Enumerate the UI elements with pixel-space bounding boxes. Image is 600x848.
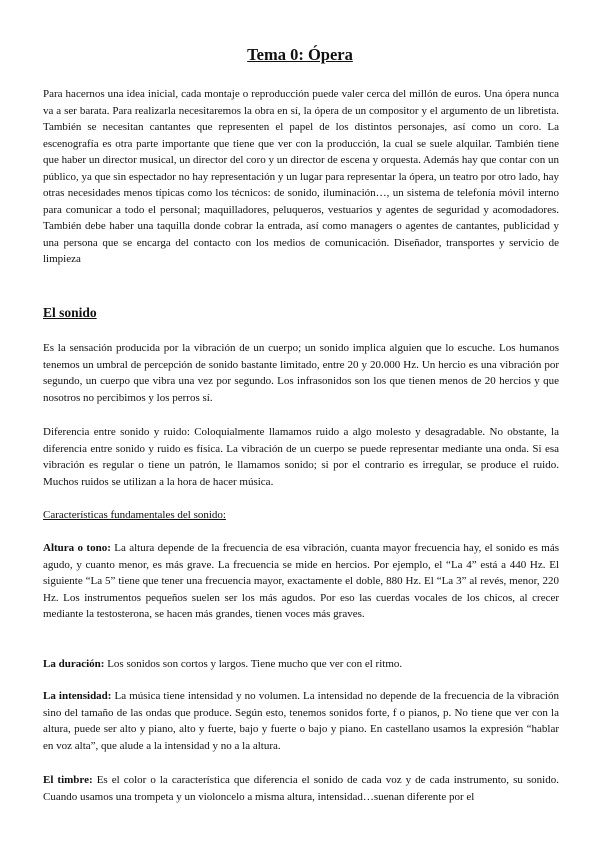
page-title: Tema 0: Ópera — [247, 45, 353, 64]
duracion-paragraph — [43, 656, 559, 673]
sonido-paragraph: Es la sensación producida por la vibración de un cuerpo; un sonido implica alguien que lo escuche. Los humanos tenemos un umbral de percepción de sonido bastante limitado, entre 20 y 20.000 Hz. Un hercio es una vibración por segundo, un cuerpo que vibra una vez por segundo. Los infrasonidos son los que tienen menos de 20 hercios y que nosotros no percibimos y los perros sí. — [43, 342, 559, 404]
intro-paragraph: Para hacernos una idea inicial, cada montaje o reproducción puede valer cerca del millón de euros. Una ópera nunca va a ser barata. Para realizarla necesitaremos la obra en sí, la ópera de un compositor y el argumento de un libretista. También se necesitan cantantes que representen el papel de los distintos personajes, así como un coro. La escenografía es otra parte importante que tiene que ver con la producción, la cual se suele alquilar. También tiene que haber un director musical, un director del coro y un director de escena y orquesta. Además hay que contar con un público, ya que sin espectador no hay representación y un lugar para representar la ópera, un teatro por otro lado, hay otras necesidades menos típicas como los técnicos: de sonido, iluminación…, un sistema de telefonía móvil interno para comunicar a todo el personal; maquilladores, peluqueros, vestuarios y agentes de seguridad y acomodadores. También debe haber una taquilla donde cobrar la entrada, así como managers o agentes de cantantes, publicidad y una persona que se encarga del contacto con los medios de comunicación. Diseñador, transportes y servicio de limpieza — [43, 88, 559, 265]
altura-term: Altura o tono: — [43, 542, 111, 554]
intensidad-text: La música tiene intensidad y no volumen. La intensidad no depende de la frecuencia de la vibración sino del tamaño de las ondas que produce. Según esto, tenemos sonidos forte, f o pianos, p. No tiene que ver con la altura, puede ser alto y piano, alto y fuerte, bajo y fuerte o bajo y piano. En castellano usamos la expresión “hablar en voz alta”, que alude a la intensidad y no a la altura. — [43, 690, 559, 752]
altura-paragraph — [43, 540, 559, 623]
duracion-text: Los sonidos son cortos y largos. Tiene mucho que ver con el ritmo. — [104, 658, 403, 670]
section-heading: El sonido — [43, 305, 97, 320]
altura-text: La altura depende de la frecuencia de esa vibración, cuanta mayor frecuencia hay, el sonido es más agudo, y cuanto menor, es más grave. La frecuencia se mide en hercios. Por ejemplo, el “La 4” está a 440 Hz. El siguiente “La 5” tiene que tener una frecuencia mayor, exactamente el doble, 880 Hz. El “La 3” al revés, menor, 220 Hz. Los instrumentos pequeños suelen ser los más agudos. Por eso las cuerdas vocales de los chicos, al crecer mediante la testosterona, se hacen más grandes, tienen voces más graves. — [43, 542, 560, 620]
ruido-paragraph: Diferencia entre sonido y ruido: Coloquialmente llamamos ruido a algo molesto y desagradable. No obstante, la diferencia entre sonido y ruido es física. La vibración de un cuerpo se puede representar mediante una onda. Si esa vibración es regular o tiene un patrón, le llamamos sonido; si por el contrario es irregular, se produce el ruido. Muchos ruidos se utilizan a la hora de hacer música. — [43, 426, 559, 488]
intensidad-paragraph — [43, 688, 559, 754]
timbre-paragraph — [43, 772, 559, 805]
timbre-text: Es el color o la característica que diferencia el sonido de cada voz y de cada instrumento, su sonido. Cuando usamos una trompeta y un violoncelo a misma altura, intensidad…suenan diferente por el — [43, 774, 559, 803]
intensidad-term: La intensidad: — [43, 690, 112, 702]
timbre-term: El timbre: — [43, 774, 93, 786]
duracion-term: La duración: — [43, 658, 105, 670]
characteristics-subheading: Características fundamentales del sonido: — [43, 509, 226, 521]
